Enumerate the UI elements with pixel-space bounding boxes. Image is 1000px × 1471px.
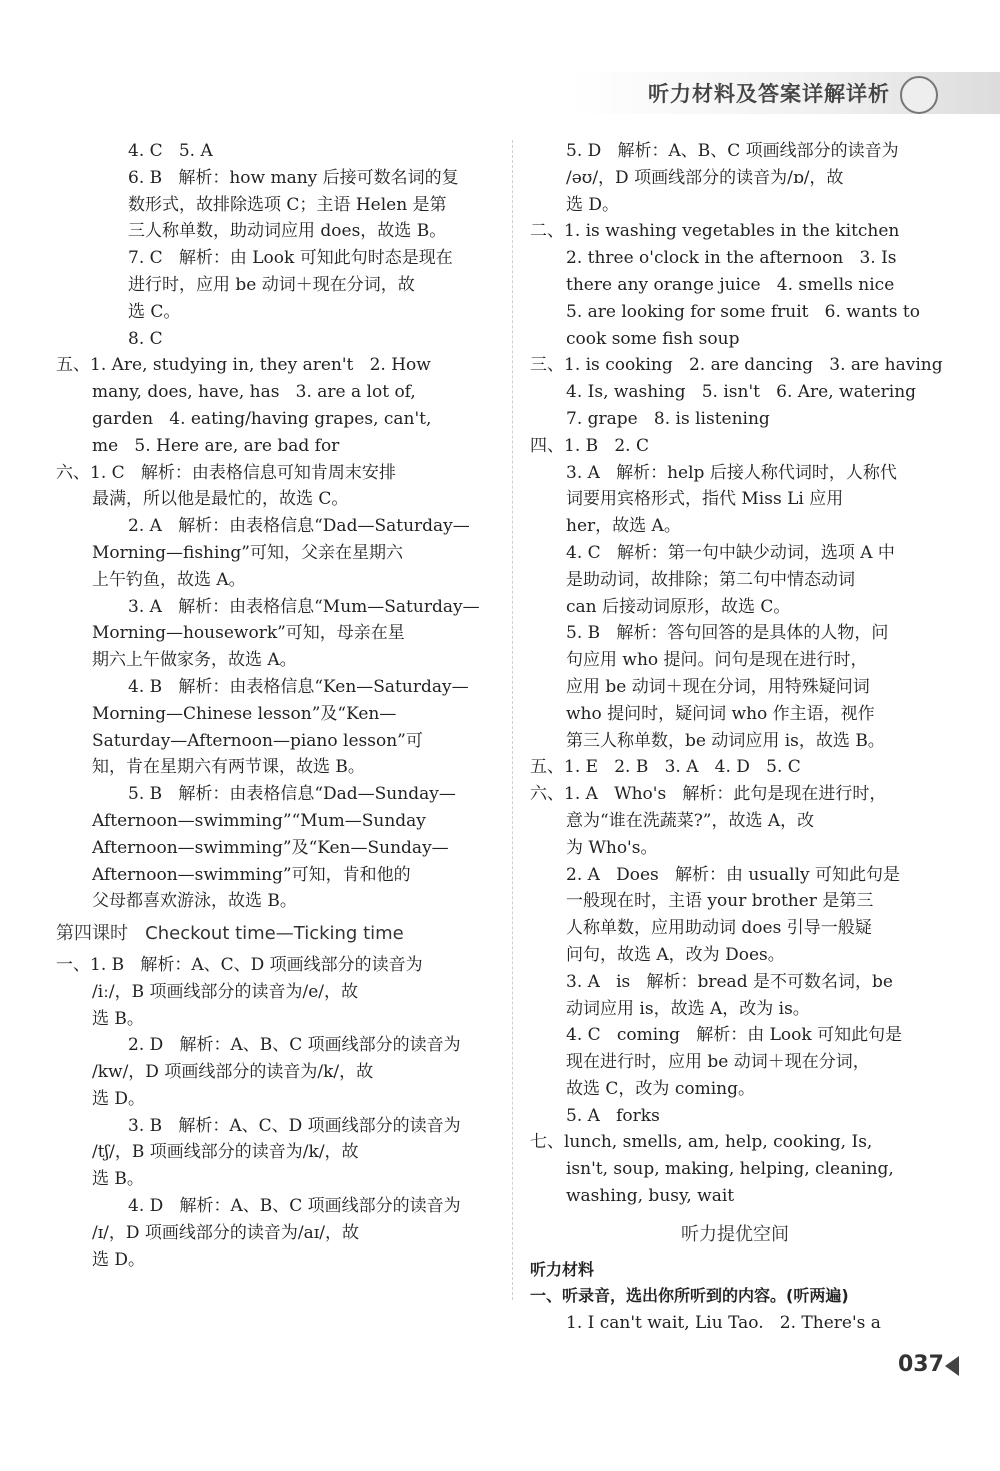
- answer-line: garden 4. eating/having grapes, can't,: [92, 408, 432, 429]
- answer-line: 人称单数，应用助动词 does 引导一般疑: [566, 918, 872, 939]
- left-column: [56, 138, 492, 1273]
- answer-line: 5. are looking for some fruit 6. wants to: [566, 301, 920, 322]
- answer-line: 5. A forks: [566, 1105, 660, 1126]
- answer-line: /iː/，B 项画线部分的读音为/e/，故: [92, 981, 359, 1002]
- smiley-icon: [900, 76, 938, 114]
- answer-line: 5. B 解析：由表格信息“Dad—Sunday—: [128, 784, 456, 805]
- answer-line: 六、1. C 解析：由表格信息可知肯周末安排: [56, 462, 396, 483]
- answer-line: 2. A Does 解析：由 usually 可知此句是: [566, 864, 901, 885]
- answer-line: 1. I can't wait, Liu Tao. 2. There's a: [566, 1313, 881, 1334]
- answer-line: /ɪ/，D 项画线部分的读音为/aɪ/，故: [92, 1222, 359, 1243]
- answer-line: /əʊ/，D 项画线部分的读音为/ɒ/，故: [566, 167, 844, 188]
- answer-line: 动词应用 is，故选 A，改为 is。: [566, 998, 810, 1019]
- answer-line: 5. B 解析：答句回答的是具体的人物，问: [566, 623, 889, 644]
- listening-instruction: 一、听录音，选出你所听到的内容。(听两遍): [530, 1286, 849, 1306]
- answer-line: 父母都喜欢游泳，故选 B。: [92, 891, 297, 912]
- answer-line: Morning—fishing”可知，父亲在星期六: [92, 542, 403, 563]
- answer-line: who 提问时，疑问词 who 作主语，视作: [566, 703, 875, 724]
- answer-line: 现在进行时，应用 be 动词＋现在分词，: [566, 1052, 870, 1073]
- answer-line: 4. C 解析：第一句中缺少动词，选项 A 中: [566, 542, 895, 563]
- answer-line: 故选 C，改为 coming。: [566, 1078, 755, 1099]
- answer-line: isn't, soup, making, helping, cleaning,: [566, 1159, 894, 1180]
- answer-line: 2. D 解析：A、B、C 项画线部分的读音为: [128, 1035, 461, 1056]
- answer-line: 4. B 解析：由表格信息“Ken—Saturday—: [128, 676, 469, 697]
- answer-line: 3. B 解析：A、C、D 项画线部分的读音为: [128, 1115, 461, 1136]
- listening-material-label: 听力材料: [530, 1259, 595, 1279]
- answer-line: 三人称单数，助动词应用 does，故选 B。: [128, 221, 447, 242]
- answer-line: 7. C 解析：由 Look 可知此句时态是现在: [128, 248, 453, 269]
- answer-line: 5. D 解析：A、B、C 项画线部分的读音为: [566, 141, 899, 161]
- answer-line: 应用 be 动词＋现在分词，用特殊疑问词: [566, 676, 870, 697]
- answer-line: 选 D。: [92, 1088, 146, 1109]
- answer-line: 意为“谁在洗蔬菜?”，故选 A，改: [566, 810, 815, 831]
- answer-line: Afternoon—swimming”可知，肯和他的: [92, 864, 411, 885]
- answer-line: 选 B。: [92, 1008, 144, 1029]
- answer-line: Afternoon—swimming”及“Ken—Sunday—: [92, 837, 449, 858]
- answer-line: 进行时，应用 be 动词＋现在分词，故: [128, 274, 415, 295]
- answer-line: /tʃ/，B 项画线部分的读音为/k/，故: [92, 1142, 359, 1163]
- page-arrow-icon: [945, 1356, 959, 1376]
- answer-line: Morning—housework”可知，母亲在星: [92, 623, 405, 644]
- answer-line: 3. A 解析：help 后接人称代词时，人称代: [566, 462, 897, 483]
- answer-line: can 后接动词原形，故选 C。: [566, 596, 791, 617]
- answer-line: 3. A 解析：由表格信息“Mum—Saturday—: [128, 596, 480, 617]
- answer-line: 六、1. A Who's 解析：此句是现在进行时，: [530, 784, 887, 805]
- answer-line: 期六上午做家务，故选 A。: [92, 650, 297, 671]
- answer-line: 选 C。: [128, 301, 181, 322]
- answer-line: Saturday—Afternoon—piano lesson”可: [92, 730, 423, 751]
- answer-line: 选 B。: [92, 1169, 144, 1190]
- answer-line: 二、1. is washing vegetables in the kitchen: [530, 221, 900, 242]
- answer-line: her，故选 A。: [566, 516, 681, 537]
- listening-section-title: 听力提优空间: [681, 1223, 789, 1245]
- answer-line: 选 D。: [566, 194, 620, 215]
- answer-line: 是助动词，故排除；第二句中情态动词: [566, 569, 855, 590]
- header-title: 听力材料及答案详解详析: [648, 82, 890, 106]
- column-divider: [512, 140, 513, 1300]
- answer-line: 选 D。: [92, 1249, 146, 1270]
- answer-line: Morning—Chinese lesson”及“Ken—: [92, 703, 397, 724]
- answer-line: 词要用宾格形式，指代 Miss Li 应用: [566, 489, 844, 510]
- answer-line: 6. B 解析：how many 后接可数名词的复: [128, 167, 459, 188]
- answer-line: 最满，所以他是最忙的，故选 C。: [92, 489, 349, 510]
- answer-line: 七、lunch, smells, am, help, cooking, Is,: [530, 1132, 873, 1153]
- answer-line: washing, busy, wait: [566, 1186, 735, 1207]
- answer-line: cook some fish soup: [566, 328, 740, 349]
- page-header: [570, 72, 1000, 114]
- answer-line: Afternoon—swimming”“Mum—Sunday: [92, 810, 426, 831]
- answer-line: 一般现在时，主语 your brother 是第三: [566, 891, 874, 912]
- answer-line: 三、1. is cooking 2. are dancing 3. are having: [530, 355, 943, 376]
- answer-line: 五、1. E 2. B 3. A 4. D 5. C: [530, 757, 801, 778]
- answer-line: 知，肯在星期六有两节课，故选 B。: [92, 757, 365, 778]
- answer-line: 五、1. Are, studying in, they aren't 2. How: [56, 355, 431, 376]
- answer-line: there any orange juice 4. smells nice: [566, 274, 895, 295]
- answer-line: 问句，故选 A，改为 Does。: [566, 944, 785, 965]
- answer-line: 4. C 5. A: [128, 141, 213, 161]
- answer-line: 数形式，故排除选项 C；主语 Helen 是第: [128, 194, 447, 215]
- answer-line: 4. D 解析：A、B、C 项画线部分的读音为: [128, 1196, 461, 1217]
- answer-line: 8. C: [128, 328, 163, 349]
- page-number: 037: [898, 1352, 944, 1377]
- answer-line: /kw/，D 项画线部分的读音为/k/，故: [92, 1062, 374, 1083]
- answer-line: 为 Who's。: [566, 837, 658, 858]
- right-column: [530, 138, 943, 1337]
- answer-line: 句应用 who 提问。问句是现在进行时，: [566, 650, 868, 671]
- answer-line: 4. C coming 解析：由 Look 可知此句是: [566, 1025, 903, 1046]
- answer-line: 四、1. B 2. C: [530, 435, 649, 456]
- answer-line: 2. A 解析：由表格信息“Dad—Saturday—: [128, 516, 470, 537]
- answer-line: 第三人称单数，be 动词应用 is，故选 B。: [566, 730, 885, 751]
- answer-line: 上午钓鱼，故选 A。: [92, 569, 246, 590]
- answer-line: me 5. Here are, are bad for: [92, 435, 340, 456]
- answer-line: 一、1. B 解析：A、C、D 项画线部分的读音为: [56, 954, 423, 975]
- answer-line: 2. three o'clock in the afternoon 3. Is: [566, 248, 897, 269]
- answer-line: many, does, have, has 3. are a lot of,: [92, 382, 416, 403]
- answer-line: 7. grape 8. is listening: [566, 408, 770, 429]
- answer-line: 4. Is, washing 5. isn't 6. Are, watering: [566, 382, 917, 403]
- lesson-heading: 第四课时 Checkout time—Ticking time: [56, 923, 404, 945]
- answer-line: 3. A is 解析：bread 是不可数名词，be: [566, 971, 893, 992]
